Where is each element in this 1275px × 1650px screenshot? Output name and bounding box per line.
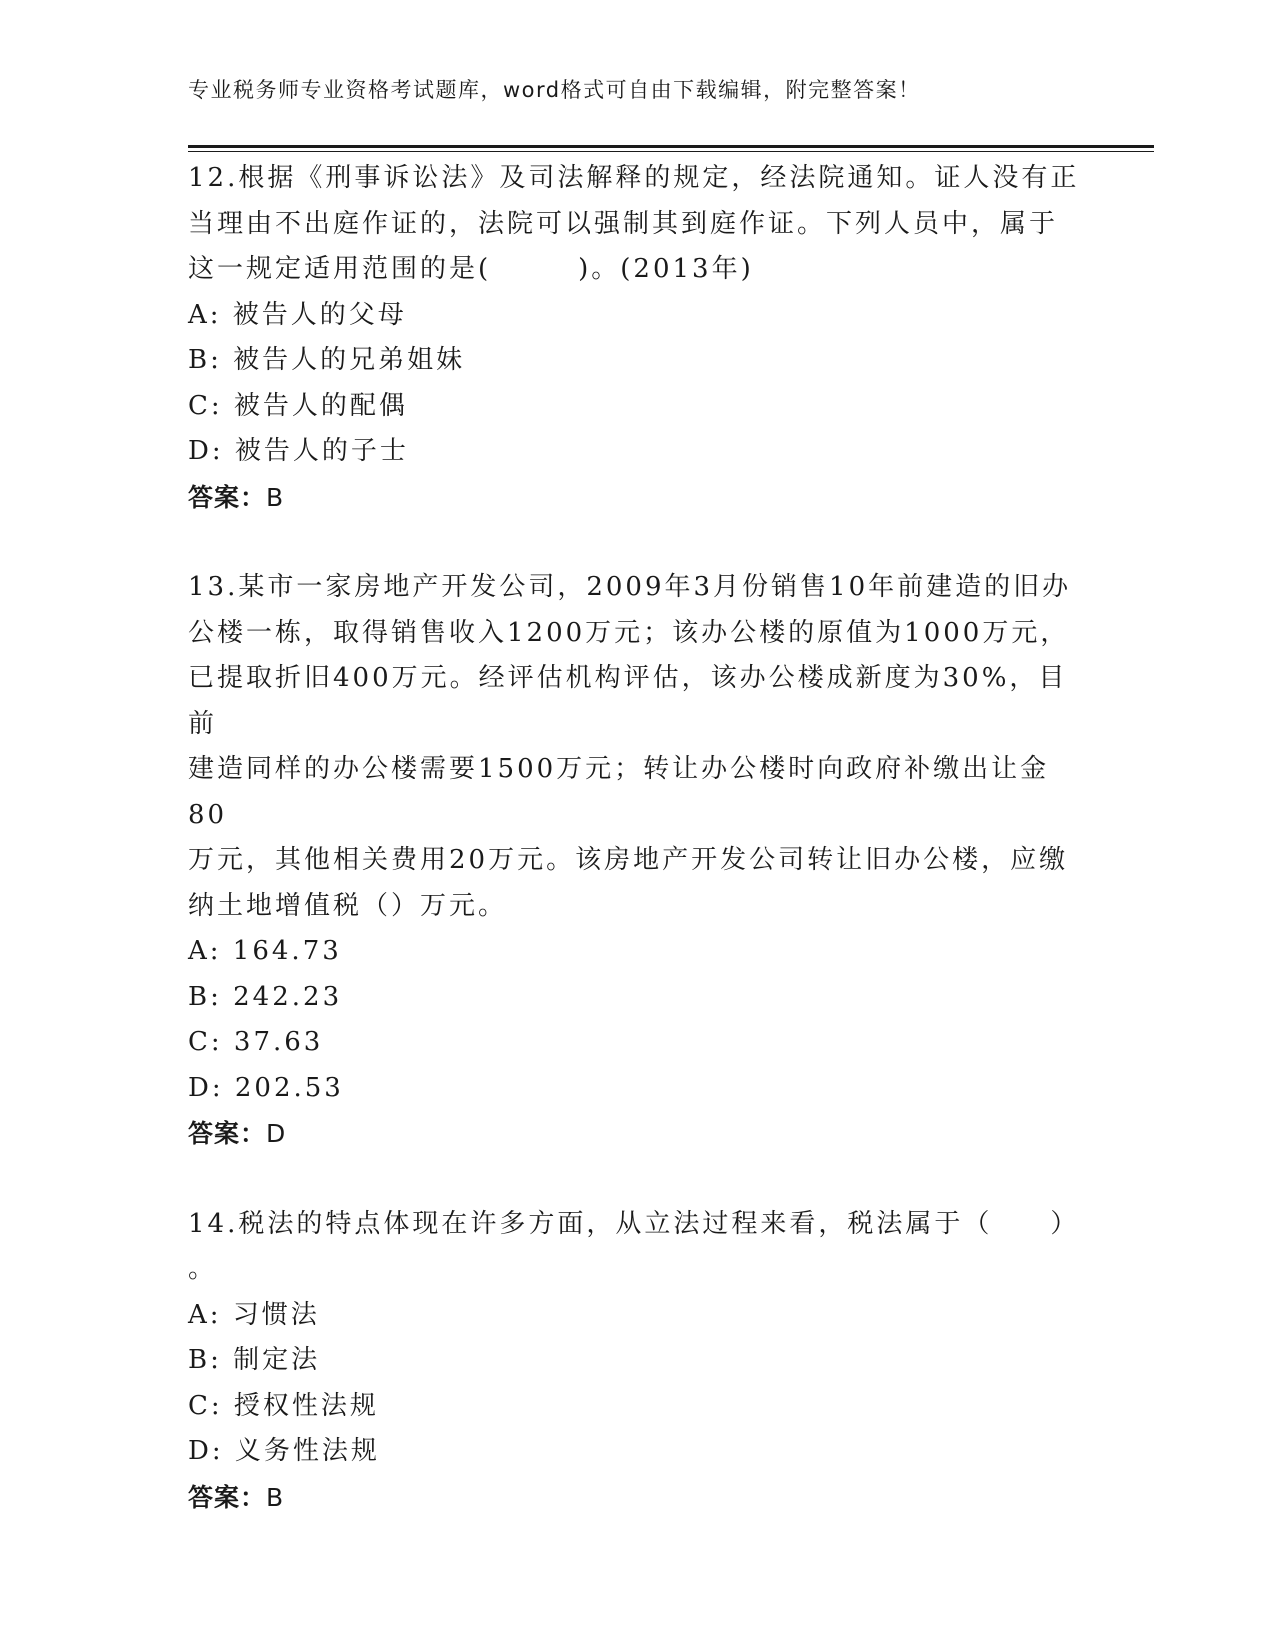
option-d: D: 义务性法规 bbox=[188, 1436, 380, 1466]
answer-line bbox=[188, 1111, 1088, 1157]
answer-value: B bbox=[266, 1482, 285, 1512]
question-spacer bbox=[188, 520, 1088, 565]
answer-label: 答案： bbox=[188, 1482, 267, 1512]
answer-line bbox=[188, 1475, 1088, 1521]
answer-label: 答案： bbox=[188, 482, 267, 512]
option-a: A: 习惯法 bbox=[188, 1299, 320, 1330]
option-c: C: 授权性法规 bbox=[188, 1390, 379, 1421]
question-stem-line: 。 bbox=[188, 1254, 218, 1284]
option-b: B: 被告人的兄弟姐妹 bbox=[188, 345, 466, 375]
question-stem-line: 当理由不出庭作证的，法院可以强制其到庭作证。下列人员中，属于 bbox=[188, 208, 1059, 239]
option-a: A: 被告人的父母 bbox=[188, 299, 407, 330]
question-stem-line: 已提取折旧400万元。经评估机构评估，该办公楼成新度为30%，目前 bbox=[188, 663, 1068, 739]
option-c: C: 37.63 bbox=[188, 1027, 324, 1057]
question-stem-line: 纳土地增值税（）万元。 bbox=[188, 890, 508, 921]
option-a: A: 164.73 bbox=[188, 936, 342, 966]
answer-value: D bbox=[266, 1119, 287, 1148]
page-header: 专业税务师专业资格考试题库，word格式可自由下载编辑，附完整答案！ bbox=[188, 78, 921, 102]
question-stem-line: 13.某市一家房地产开发公司，2009年3月份销售10年前建造的旧办 bbox=[188, 572, 1072, 602]
option-d: D: 202.53 bbox=[188, 1072, 344, 1103]
question-13 bbox=[188, 565, 1088, 1157]
answer-value: B bbox=[266, 482, 285, 512]
question-12 bbox=[188, 156, 1088, 520]
option-d: D: 被告人的子士 bbox=[188, 436, 409, 466]
question-spacer bbox=[188, 1157, 1088, 1202]
answer-label: 答案： bbox=[188, 1119, 267, 1148]
question-stem-line: 建造同样的办公楼需要1500万元；转让办公楼时向政府补缴出让金80 bbox=[188, 754, 1050, 830]
option-b: B: 制定法 bbox=[188, 1345, 321, 1375]
option-b: B: 242.23 bbox=[188, 981, 343, 1012]
question-stem-line: 这一规定适用范围的是( )。(2013年) bbox=[188, 254, 754, 284]
header-rule-thin bbox=[188, 151, 1154, 152]
answer-line bbox=[188, 475, 1088, 521]
question-14 bbox=[188, 1202, 1088, 1521]
question-stem-line: 14.税法的特点体现在许多方面，从立法过程来看，税法属于（ ） bbox=[188, 1208, 1080, 1239]
option-c: C: 被告人的配偶 bbox=[188, 390, 408, 421]
question-stem-line: 万元，其他相关费用20万元。该房地产开发公司转让旧办公楼，应缴 bbox=[188, 845, 1069, 875]
question-list bbox=[188, 156, 1088, 1520]
question-stem-line: 公楼一栋，取得销售收入1200万元；该办公楼的原值为1000万元， bbox=[188, 617, 1070, 648]
question-stem-line: 12.根据《刑事诉讼法》及司法解释的规定，经法院通知。证人没有正 bbox=[188, 163, 1080, 193]
header-rule-thick bbox=[188, 145, 1154, 148]
